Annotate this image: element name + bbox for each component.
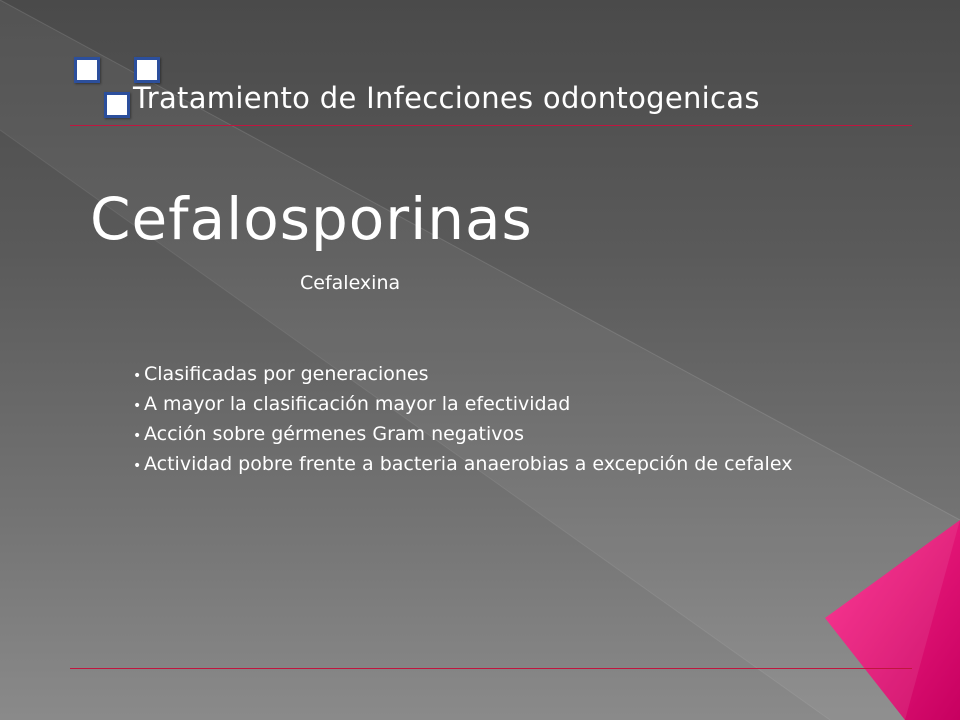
logo-square-bottom: [104, 92, 130, 118]
main-title: Cefalosporinas: [90, 185, 533, 253]
logo-square-top-left: [74, 57, 100, 83]
bullet-item: [133, 450, 792, 480]
bullet-dot: •: [133, 458, 142, 474]
bullet-text: Acción sobre gérmenes Gram negativos: [144, 423, 524, 445]
bullet-text: Actividad pobre frente a bacteria anaerobias a excepción de cefalex: [144, 453, 793, 475]
bullet-text: A mayor la clasificación mayor la efectividad: [144, 393, 571, 415]
bullet-dot: •: [133, 428, 142, 444]
footer-divider: [70, 668, 912, 669]
header-title: Tratamiento de Infecciones odontogenicas: [133, 81, 760, 115]
bullet-text: Clasificadas por generaciones: [144, 363, 429, 385]
bullet-item: [133, 420, 792, 450]
bullet-dot: •: [133, 368, 142, 384]
subtitle: Cefalexina: [300, 272, 401, 294]
bullet-item: [133, 390, 792, 420]
bullet-dot: •: [133, 398, 142, 414]
bullet-list: [133, 360, 792, 480]
bullet-item: [133, 360, 792, 390]
header-divider: [70, 125, 912, 126]
